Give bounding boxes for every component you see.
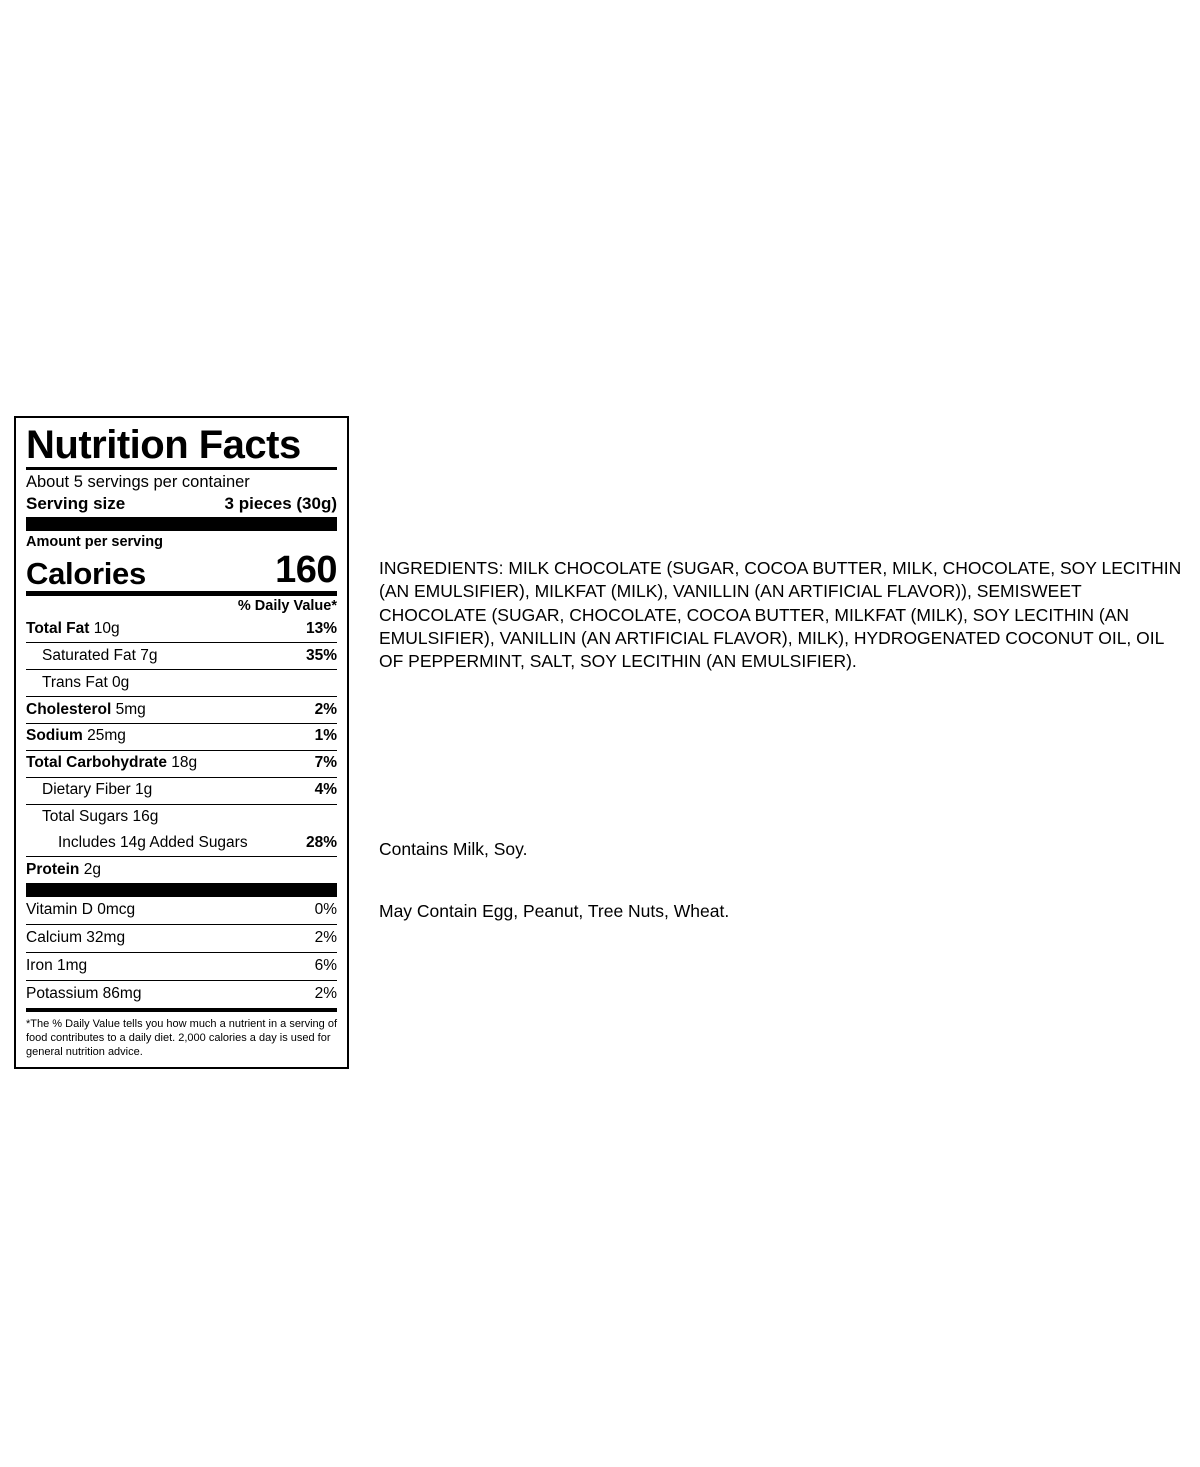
nutrient-row (26, 857, 337, 883)
nutrient-name-bold: Total Fat (26, 619, 90, 637)
calories-row (26, 551, 337, 591)
vitamin-row (26, 981, 337, 1009)
nutrient-name-rest: 18g (171, 754, 198, 772)
nutrient-name: Dietary Fiber 1g (42, 781, 153, 799)
vitamin-percent: 0% (314, 901, 337, 919)
vitamin-row (26, 925, 337, 953)
daily-value-footnote: *The % Daily Value tells you how much a nutrient in a serving of food contributes to a daily diet. 2,000 calories a day is used for general nutrition advice. (26, 1017, 338, 1059)
nutrient-name-rest: 5mg (115, 700, 146, 718)
nutrient-row (26, 697, 337, 724)
nutrient-row (26, 778, 337, 805)
vitamin-name: Potassium 86mg (26, 985, 142, 1003)
nutrient-row (26, 616, 337, 643)
nutrient-name-rest: 2g (83, 860, 101, 878)
vitamin-name: Calcium 32mg (26, 929, 126, 947)
nutrient-percent: 7% (314, 754, 337, 772)
nutrient-row (26, 724, 337, 751)
nutrient-name-rest: 25mg (87, 727, 126, 745)
serving-size-value: 3 pieces (30g) (224, 493, 337, 513)
nutrient-name (26, 620, 120, 639)
nutrient-row (26, 670, 337, 697)
daily-value-header: % Daily Value* (237, 598, 337, 615)
nutrient-row (26, 751, 337, 778)
nutrient-name (26, 727, 126, 746)
nutrition-facts-title: Nutrition Facts (26, 423, 301, 467)
nutrient-row (26, 805, 337, 831)
vitamin-percent: 2% (314, 985, 337, 1003)
vitamin-percent: 2% (314, 929, 337, 947)
nutrient-percent: 4% (314, 781, 337, 799)
divider-serving (26, 517, 337, 531)
nutrient-percent: 28% (305, 834, 337, 852)
vitamin-name: Iron 1mg (26, 957, 88, 975)
nutrient-name: Total Sugars 16g (42, 808, 159, 826)
nutrient-name-bold: Protein (26, 860, 80, 878)
vitamin-row (26, 897, 337, 925)
nutrient-name: Saturated Fat 7g (42, 646, 158, 664)
nutrient-name-bold: Cholesterol (26, 700, 112, 718)
divider-protein (26, 883, 337, 897)
serving-size-label: Serving size (26, 493, 126, 513)
nutrient-percent: 2% (314, 700, 337, 718)
nutrient-name (26, 861, 101, 880)
calories-label: Calories (26, 556, 146, 592)
vitamin-percent: 6% (314, 957, 337, 975)
nutrient-name: Includes 14g Added Sugars (58, 834, 248, 852)
contains-allergens-text: Contains Milk, Soy. (379, 839, 528, 859)
may-contain-allergens-text: May Contain Egg, Peanut, Tree Nuts, Wheat. (379, 901, 730, 921)
nutrient-name-rest: 10g (93, 619, 120, 637)
servings-per-container: About 5 servings per container (26, 473, 250, 492)
vitamin-name: Vitamin D 0mcg (26, 901, 136, 919)
nutrient-row (26, 643, 337, 670)
vitamin-row (26, 953, 337, 981)
calories-value: 160 (275, 549, 337, 592)
amount-per-serving-label: Amount per serving (26, 533, 163, 550)
nutrient-name-bold: Total Carbohydrate (26, 754, 167, 772)
nutrition-facts-panel (14, 416, 349, 1069)
nutrient-name: Trans Fat 0g (42, 673, 130, 691)
nutrient-name (26, 701, 146, 720)
ingredients-text: INGREDIENTS: MILK CHOCOLATE (SUGAR, COCOA BUTTER, MILK, CHOCOLATE, SOY LECITHIN (AN EMULSIFIER), MILKFAT (MILK), VANILLIN (AN ARTIFICIAL FLAVOR)), SEMISWEET CHOCOLATE (SUGAR, CHOCOLATE, COCOA BUTTER, MILKFAT (MILK), SOY LECITHIN (AN EMULSIFIER), VANILLIN (AN ARTIFICIAL FLAVOR), MILK), HYDROGENATED COCONUT OIL, OIL OF PEPPERMINT, SALT, SOY LECITHIN (AN EMULSIFIER). (379, 558, 1182, 672)
nutrient-percent: 13% (305, 619, 337, 637)
nutrient-row (26, 831, 337, 858)
nutrient-percent: 1% (314, 727, 337, 745)
nutrient-name (26, 754, 197, 773)
nutrient-percent: 35% (305, 646, 337, 664)
serving-size-row (26, 493, 337, 517)
nutrient-name-bold: Sodium (26, 727, 83, 745)
